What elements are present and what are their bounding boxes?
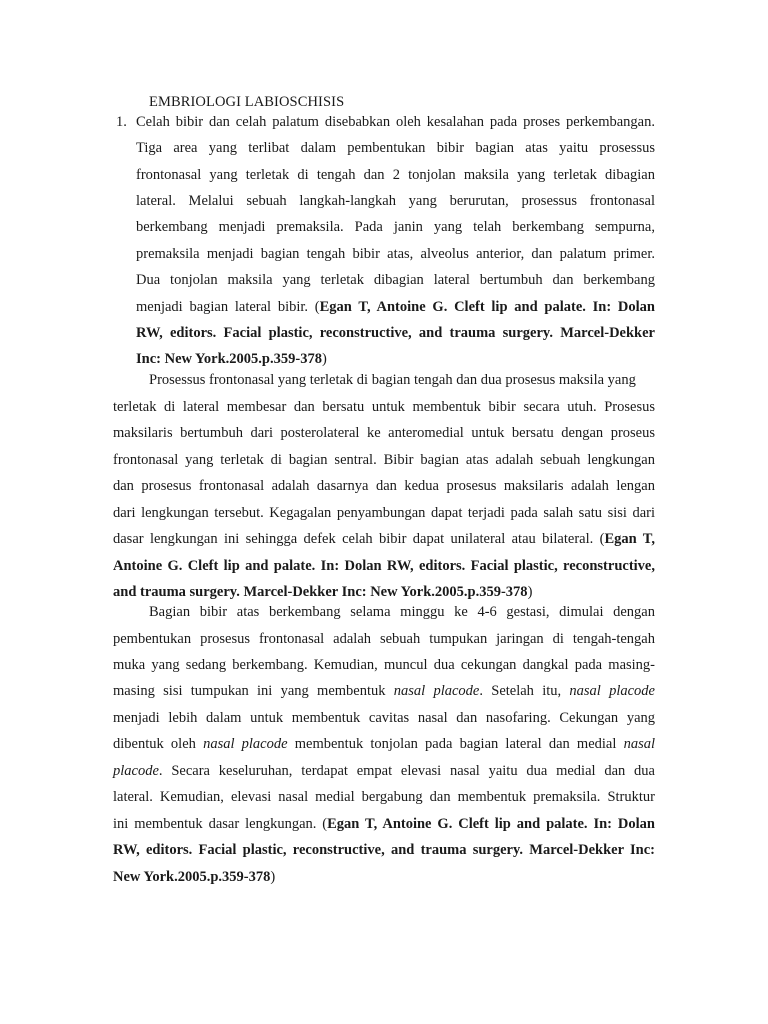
paragraph-line	[113, 868, 275, 886]
paragraph-line: premaksila menjadi bagian tengah bibir atas, alveolus anterior, dan palatum primer.	[136, 246, 655, 262]
paragraph-line: menjadi lebih dalam untuk membentuk cavitas nasal dan nasofaring. Cekungan yang	[113, 710, 655, 726]
paragraph-line	[113, 841, 655, 859]
paragraph-line	[113, 557, 655, 575]
paragraph-text: )	[527, 584, 533, 600]
paragraph-line: Celah bibir dan celah palatum disebabkan oleh kesalahan pada proses perkembangan.	[136, 114, 655, 130]
citation-text: RW, editors. Facial plastic, reconstructive, and trauma surgery. Marcel-Dekker Inc:	[113, 842, 655, 858]
paragraph-line: frontonasal yang terletak di tengah dan 2 tonjolan maksila yang terletak dibagian	[136, 167, 655, 183]
paragraph-text: )	[270, 869, 276, 885]
paragraph-line	[136, 350, 327, 368]
paragraph-text: menjadi bagian lateral bibir. (	[136, 299, 320, 315]
paragraph-line: Tiga area yang terlibat dalam pembentukan bibir bagian atas yaitu prosessus	[136, 140, 655, 156]
citation-text: and trauma surgery. Marcel-Dekker Inc: New York.2005.p.359-378	[113, 584, 528, 600]
paragraph-text: )	[321, 351, 327, 367]
paragraph-text: dibentuk oleh	[113, 736, 204, 752]
paragraph-line: Dua tonjolan maksila yang terletak dibagian lateral bertumbuh dan berkembang	[136, 272, 655, 288]
italic-term: nasal placode	[393, 683, 480, 699]
italic-term: placode	[113, 763, 159, 779]
paragraph-line	[113, 583, 532, 601]
paragraph-line	[136, 324, 655, 342]
citation-text: Egan T, Antoine G. Cleft lip and palate. In: Dolan	[319, 299, 655, 315]
paragraph-line	[113, 735, 655, 753]
paragraph-line: terletak di lateral membesar dan bersatu untuk membentuk bibir secara utuh. Prosesus	[113, 399, 655, 415]
paragraph-text: masing sisi tumpukan ini yang membentuk	[113, 683, 394, 699]
paragraph-line: dari lengkungan tersebut. Kegagalan penyambungan dapat terjadi pada salah satu sisi dari	[113, 505, 655, 521]
paragraph-text: . Setelah itu,	[479, 683, 570, 699]
paragraph-line: pembentukan prosesus frontonasal adalah sebuah tumpukan jaringan di tengah-tengah	[113, 631, 655, 647]
paragraph-line: maksilaris bertumbuh dari posterolateral ke anteromedial untuk bersatu dengan proseus	[113, 425, 655, 441]
paragraph-line	[113, 762, 655, 780]
paragraph-text: membentuk tonjolan pada bagian lateral dan medial	[287, 736, 624, 752]
document-title: EMBRIOLOGI LABIOSCHISIS	[149, 94, 345, 110]
paragraph-text: ini membentuk dasar lengkungan. (	[113, 816, 328, 832]
italic-term: nasal placode	[203, 736, 288, 752]
paragraph-line: lateral. Melalui sebuah langkah-langkah yang berurutan, prosessus frontonasal	[136, 193, 655, 209]
paragraph-line	[113, 815, 655, 833]
citation-text: Inc: New York.2005.p.359-378	[136, 351, 322, 367]
paragraph-text: dasar lengkungan ini sehingga defek celah bibir dapat unilateral atau bilateral. (	[113, 531, 605, 547]
paragraph-line: frontonasal yang terletak di bagian sentral. Bibir bagian atas adalah sebuah lengkungan	[113, 452, 655, 468]
citation-text: Egan T, Antoine G. Cleft lip and palate. In: Dolan	[327, 816, 655, 832]
paragraph-line: dan prosesus frontonasal adalah dasarnya dan kedua prosesus maksilaris adalah lengan	[113, 478, 655, 494]
paragraph-line: muka yang sedang berkembang. Kemudian, muncul dua cekungan dangkal pada masing-	[113, 657, 655, 673]
paragraph-line	[136, 298, 655, 316]
citation-text: RW, editors. Facial plastic, reconstructive, and trauma surgery. Marcel-Dekker	[136, 325, 655, 341]
list-number: 1.	[116, 114, 127, 130]
paragraph-line	[113, 682, 655, 700]
paragraph-line: berkembang menjadi premaksila. Pada janin yang telah berkembang sempurna,	[136, 219, 655, 235]
citation-text: Egan T,	[604, 531, 655, 547]
italic-term: nasal	[623, 736, 655, 752]
citation-text: Antoine G. Cleft lip and palate. In: Dolan RW, editors. Facial plastic, reconstructive,	[113, 558, 655, 574]
italic-term: nasal placode	[569, 683, 655, 699]
paragraph-line	[113, 530, 655, 548]
paragraph-text: . Secara keseluruhan, terdapat empat elevasi nasal yaitu dua medial dan dua	[158, 763, 655, 779]
paragraph-line: lateral. Kemudian, elevasi nasal medial bergabung dan membentuk premaksila. Struktur	[113, 789, 655, 805]
citation-text: New York.2005.p.359-378	[113, 869, 271, 885]
paragraph-line: Bagian bibir atas berkembang selama minggu ke 4-6 gestasi, dimulai dengan	[149, 604, 655, 620]
paragraph-line: Prosessus frontonasal yang terletak di bagian tengah dan dua prosesus maksila yang	[149, 372, 636, 388]
